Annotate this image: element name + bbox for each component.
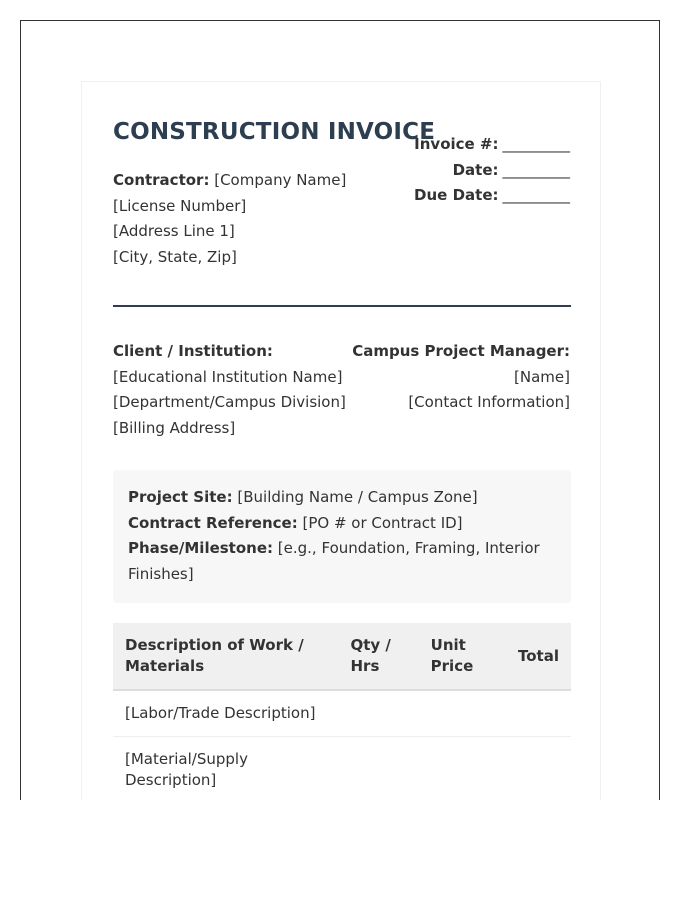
row-total bbox=[506, 690, 571, 737]
contractor-name-row bbox=[113, 168, 346, 194]
project-site-row bbox=[128, 485, 556, 511]
table-row bbox=[113, 690, 571, 737]
invoice-due-date-value: _________ bbox=[502, 186, 570, 204]
project-site-value: [Building Name / Campus Zone] bbox=[237, 488, 478, 506]
invoice-title: CONSTRUCTION INVOICE bbox=[113, 119, 436, 145]
project-details-box bbox=[113, 470, 571, 603]
header-divider bbox=[113, 305, 571, 307]
invoice-number-row bbox=[414, 132, 570, 158]
row-total bbox=[506, 737, 571, 801]
contractor-address: [Address Line 1] bbox=[113, 222, 235, 240]
contractor-name: [Company Name] bbox=[214, 171, 347, 189]
contract-reference-label: Contract Reference: bbox=[128, 513, 298, 532]
table-row bbox=[113, 737, 571, 801]
invoice-number-value: _________ bbox=[502, 135, 570, 153]
table-header-row bbox=[113, 623, 571, 690]
header-qty: Qty / Hrs bbox=[339, 623, 419, 690]
line-items-table bbox=[113, 623, 571, 800]
invoice-date-value: _________ bbox=[502, 160, 570, 179]
client-label: Client / Institution: bbox=[113, 342, 273, 360]
client-billing-address: [Billing Address] bbox=[113, 418, 236, 437]
project-site-label: Project Site: bbox=[128, 488, 233, 506]
row-description: [Material/Supply Description] bbox=[113, 737, 339, 801]
header-unit-price: Unit Price bbox=[419, 623, 506, 690]
phase-label: Phase/Milestone: bbox=[128, 539, 274, 557]
manager-label: Campus Project Manager: bbox=[352, 342, 570, 360]
row-qty bbox=[339, 737, 419, 801]
project-manager-block bbox=[352, 339, 570, 416]
invoice-due-date-row bbox=[414, 183, 570, 209]
row-unit-price bbox=[419, 737, 506, 801]
client-block bbox=[113, 339, 346, 441]
manager-name: [Name] bbox=[514, 367, 570, 386]
invoice-number-label: Invoice #: bbox=[414, 135, 499, 153]
contract-reference-row bbox=[128, 511, 556, 537]
phase-value: [e.g., Foundation, Framing, Interior Finishes] bbox=[128, 539, 540, 583]
invoice-page bbox=[81, 81, 601, 800]
row-description: [Labor/Trade Description] bbox=[113, 690, 339, 737]
contractor-license: [License Number] bbox=[113, 196, 247, 215]
header-total: Total bbox=[506, 623, 571, 690]
contractor-label: Contractor: bbox=[113, 171, 210, 189]
phase-row bbox=[128, 536, 556, 587]
invoice-date-label: Date: bbox=[452, 160, 499, 179]
invoice-meta bbox=[414, 132, 570, 209]
row-qty bbox=[339, 690, 419, 737]
invoice-date-row bbox=[414, 158, 570, 184]
document-frame bbox=[20, 20, 660, 800]
client-institution: [Educational Institution Name] bbox=[113, 367, 343, 386]
header-description: Description of Work / Materials bbox=[113, 623, 339, 690]
row-unit-price bbox=[419, 690, 506, 737]
client-department: [Department/Campus Division] bbox=[113, 393, 346, 411]
contractor-city: [City, State, Zip] bbox=[113, 247, 237, 266]
contractor-block bbox=[113, 168, 346, 270]
invoice-due-date-label: Due Date: bbox=[414, 186, 499, 204]
manager-contact: [Contact Information] bbox=[408, 393, 570, 411]
contract-reference-value: [PO # or Contract ID] bbox=[302, 513, 463, 532]
